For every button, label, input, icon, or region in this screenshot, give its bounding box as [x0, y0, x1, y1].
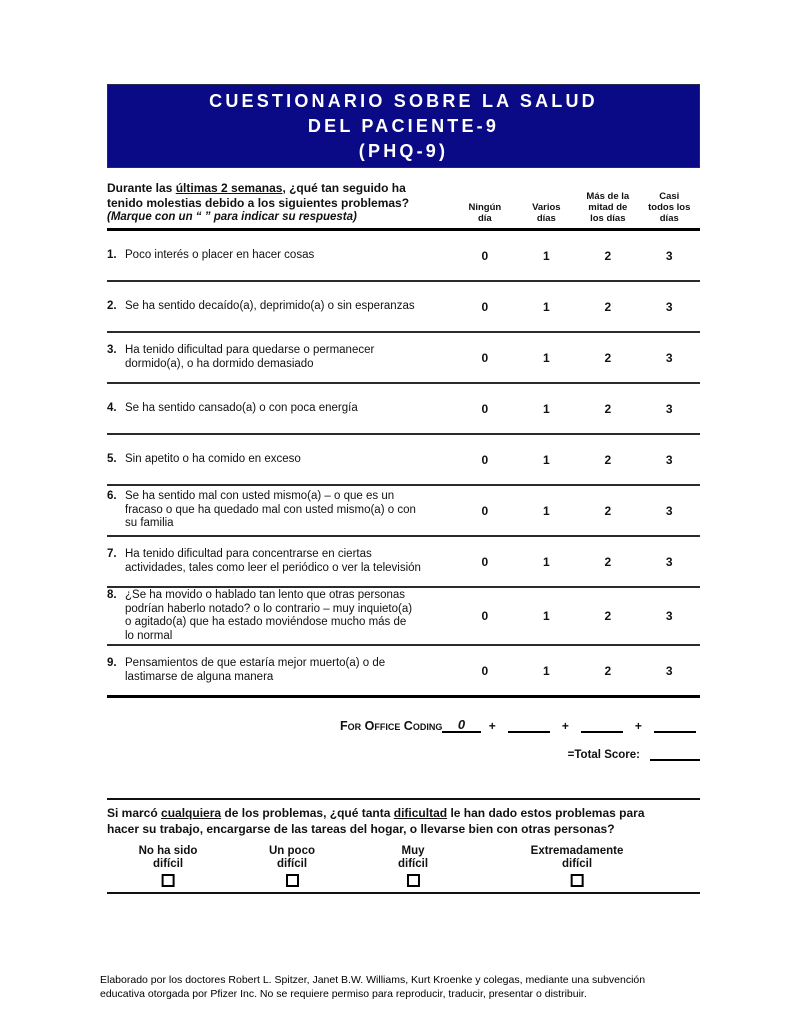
office-coding-value[interactable]: 0 [442, 718, 480, 733]
question-number: 6. [107, 490, 117, 503]
underlined-word: dificultad [393, 806, 448, 820]
score-9-3[interactable]: 3 [665, 663, 673, 678]
question-text-1: 1. Poco interés o placer en hacer cosas [107, 248, 315, 261]
difficulty-question-line-2: hacer su trabajo, encargarse de las tareas del hogar, o llevarse bien con otras personas? [107, 822, 615, 836]
score-4-1[interactable]: 1 [542, 401, 550, 416]
column-header-casi-todos: Casi todos los días [648, 191, 691, 224]
footer-line-2: educativa otorgada por Pfizer Inc. No se requiere permiso para reproducir, traducir, presentar o distribuir. [100, 987, 587, 1000]
total-score-blank[interactable] [650, 746, 700, 761]
title-line-3: (PHQ-9) [358, 140, 449, 161]
office-coding-row [340, 718, 700, 733]
question-row-4 [107, 384, 700, 435]
score-1-0[interactable]: 0 [481, 248, 489, 263]
question-text-6: 6. Se ha sentido mal con usted mismo(a) – o que es un fracaso o que ha quedado mal con usted mismo(a) o con su familia [107, 490, 416, 530]
mark-instruction-text: (Marque con un “ ” para indicar su respuesta) [107, 211, 357, 223]
score-8-2[interactable]: 2 [604, 609, 612, 623]
question-row-3 [107, 333, 700, 384]
form-title-banner [107, 84, 700, 168]
total-score-row [107, 746, 700, 761]
question-number: 5. [107, 452, 117, 465]
difficulty-question-line-1: Si marcó cualquiera de los problemas, ¿qué tanta dificultad le han dado estos problemas para [107, 806, 645, 820]
score-2-0[interactable]: 0 [481, 299, 489, 314]
difficulty-option-muy: Muy difícil [398, 845, 428, 887]
plus-sign: + [488, 719, 496, 733]
footer-line-1: Elaborado por los doctores Robert L. Spitzer, Janet B.W. Williams, Kurt Kroenke y colegas, mediante una subvención [100, 974, 646, 986]
score-6-2[interactable]: 2 [604, 503, 612, 518]
office-coding-label: For Office Coding [340, 719, 443, 733]
score-8-1[interactable]: 1 [542, 609, 550, 623]
form-content [100, 84, 700, 1001]
question-number: 7. [107, 548, 117, 560]
column-header-varios-dias: Varios días [532, 202, 561, 224]
difficulty-checkbox-extremadamente[interactable] [571, 874, 584, 887]
question-number: 8. [107, 589, 117, 601]
score-4-0[interactable]: 0 [481, 401, 489, 416]
score-5-0[interactable]: 0 [481, 452, 489, 467]
underlined-phrase: últimas 2 semanas [175, 181, 283, 195]
score-3-0[interactable]: 0 [481, 350, 489, 365]
score-2-1[interactable]: 1 [542, 299, 550, 314]
score-9-2[interactable]: 2 [604, 663, 612, 678]
score-4-2[interactable]: 2 [604, 401, 612, 416]
score-8-3[interactable]: 3 [665, 609, 673, 623]
question-number: 3. [107, 344, 117, 356]
question-row-7 [107, 537, 700, 588]
score-3-2[interactable]: 2 [604, 350, 612, 365]
score-1-1[interactable]: 1 [542, 248, 550, 263]
score-6-0[interactable]: 0 [481, 503, 489, 518]
office-coding-blank-4[interactable] [654, 718, 696, 733]
score-9-0[interactable]: 0 [481, 663, 489, 678]
question-text-3: 3. Ha tenido dificultad para quedarse o permanecer dormido(a), o ha dormido demasiado [107, 344, 375, 370]
score-1-3[interactable]: 3 [665, 248, 673, 263]
question-text-7: 7. Ha tenido dificultad para concentrarse en ciertas actividades, tales como leer el periódico o ver la televisión [107, 548, 421, 574]
difficulty-option-no-ha-sido: No ha sido difícil [139, 845, 198, 887]
score-2-3[interactable]: 3 [665, 299, 673, 314]
attribution-footer [100, 974, 700, 1001]
score-5-1[interactable]: 1 [542, 452, 550, 467]
score-7-1[interactable]: 1 [542, 554, 550, 569]
total-score-label: =Total Score: [567, 749, 640, 761]
question-row-2 [107, 282, 700, 333]
question-text-4: 4. Se ha sentido cansado(a) o con poca energía [107, 401, 358, 414]
difficulty-option-extremadamente: Extremadamente difícil [531, 845, 624, 887]
score-6-3[interactable]: 3 [665, 503, 673, 518]
difficulty-checkbox-no-ha-sido[interactable] [162, 874, 175, 887]
office-coding-blank-2[interactable] [508, 718, 550, 733]
question-number: 2. [107, 299, 117, 312]
score-3-3[interactable]: 3 [665, 350, 673, 365]
question-number: 4. [107, 401, 117, 414]
score-5-3[interactable]: 3 [665, 452, 673, 467]
score-9-1[interactable]: 1 [542, 663, 550, 678]
question-row-5 [107, 435, 700, 486]
plus-sign: + [634, 719, 642, 733]
score-6-1[interactable]: 1 [542, 503, 550, 518]
score-8-0[interactable]: 0 [481, 609, 489, 623]
question-row-1 [107, 231, 700, 282]
plus-sign: + [561, 719, 569, 733]
question-row-9 [107, 646, 700, 698]
difficulty-options-row [107, 845, 700, 894]
question-text-2: 2. Se ha sentido decaído(a), deprimido(a) o sin esperanzas [107, 299, 415, 312]
difficulty-checkbox-un-poco[interactable] [286, 874, 299, 887]
column-header-ningun-dia: Ningún día [468, 202, 502, 224]
title-line-1: CUESTIONARIO SOBRE LA SALUD [209, 90, 598, 111]
table-header-row [107, 181, 700, 231]
score-7-2[interactable]: 2 [604, 554, 612, 569]
score-7-3[interactable]: 3 [665, 554, 673, 569]
office-coding-blank-3[interactable] [581, 718, 623, 733]
column-header-mas-de-la-mitad: Más de la mitad de los días [586, 191, 630, 224]
instructions-block [107, 181, 454, 224]
question-number: 1. [107, 248, 117, 261]
score-1-2[interactable]: 2 [604, 248, 612, 263]
score-3-1[interactable]: 1 [542, 350, 550, 365]
score-7-0[interactable]: 0 [481, 554, 489, 569]
difficulty-checkbox-muy[interactable] [407, 874, 420, 887]
instructions-text: Durante las últimas 2 semanas, ¿qué tan seguido ha tenido molestias debido a los siguientes problemas? [107, 181, 410, 210]
underlined-word: cualquiera [161, 806, 222, 820]
question-number: 9. [107, 657, 117, 669]
question-text-9: 9. Pensamientos de que estaría mejor muerto(a) o de lastimarse de alguna manera [107, 657, 386, 683]
score-2-2[interactable]: 2 [604, 299, 612, 314]
question-row-8 [107, 588, 700, 646]
score-4-3[interactable]: 3 [665, 401, 673, 416]
score-5-2[interactable]: 2 [604, 452, 612, 467]
difficulty-section [107, 798, 700, 894]
title-line-2: DEL PACIENTE-9 [307, 115, 500, 136]
question-text-8: 8. ¿Se ha movido o hablado tan lento que otras personas podrían haberlo notado? o lo contrario – muy inquieto(a) o agitado(a) que ha estado moviéndose mucho más de lo normal [107, 589, 413, 642]
difficulty-option-un-poco: Un poco difícil [269, 845, 315, 887]
question-row-6 [107, 486, 700, 537]
question-text-5: 5. Sin apetito o ha comido en exceso [107, 452, 301, 465]
